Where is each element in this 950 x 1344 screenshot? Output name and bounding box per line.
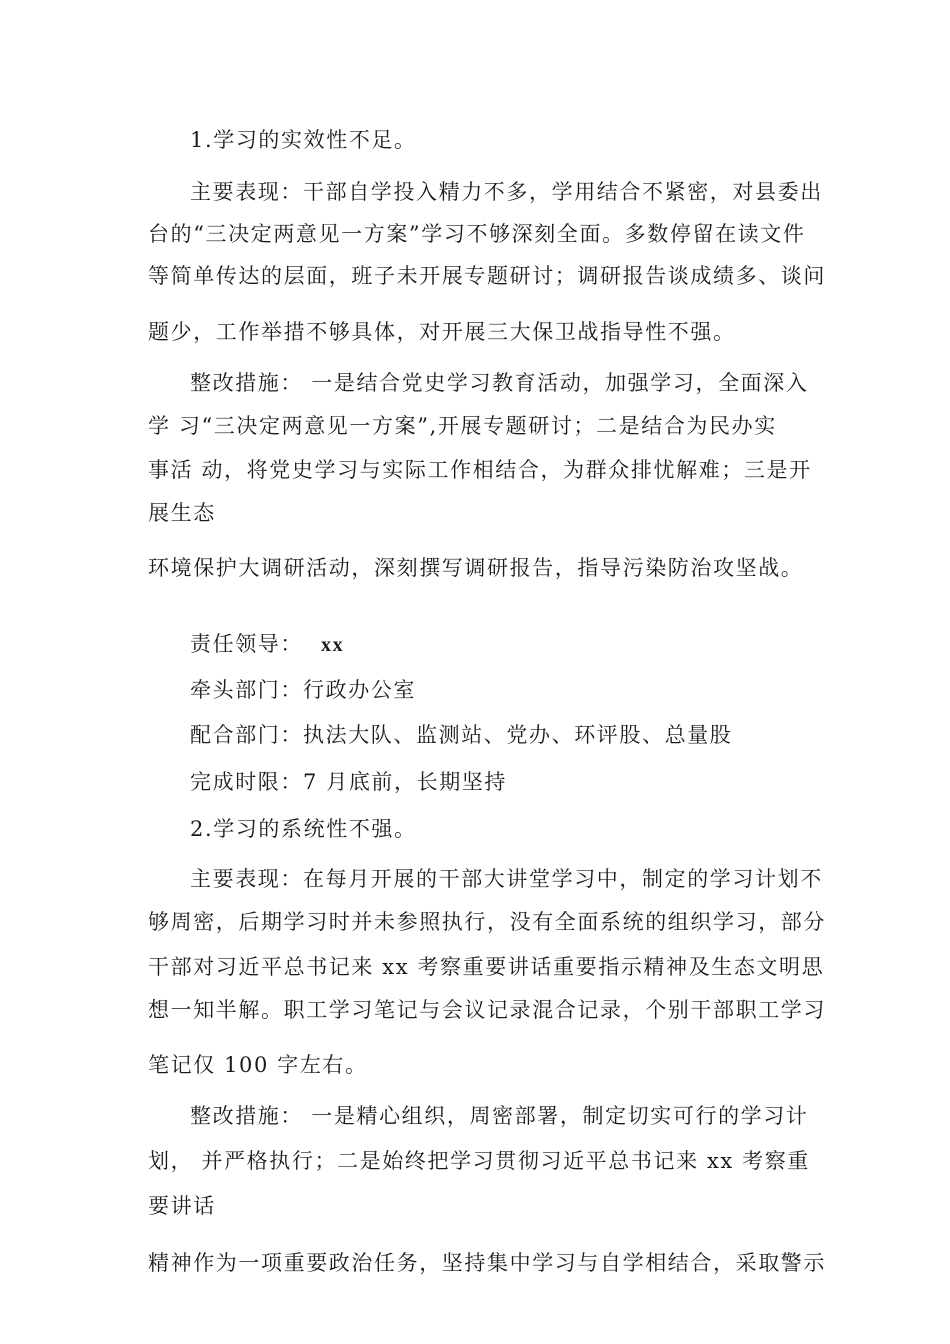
completion-deadline: 完成时限：7 月底前，长期坚持 — [190, 770, 508, 794]
section-1-performance-line: 题少，工作举措不够具体，对开展三大保卫战指导性不强。 — [148, 320, 736, 344]
section-1-measures-line: 整改措施： 一是结合党史学习教育活动，加强学习，全面深入 — [190, 371, 809, 395]
responsible-leader-label: 责任领导： — [190, 632, 303, 656]
section-2-performance-line: 主要表现：在每月开展的干部大讲堂学习中，制定的学习计划不 — [190, 867, 823, 891]
section-1-measures-line: 事活 动，将党史学习与实际工作相结合，为群众排忧解难；三是开 — [148, 458, 812, 482]
section-2-heading: 2.学习的系统性不强。 — [190, 817, 417, 841]
lead-department: 牵头部门：行政办公室 — [190, 678, 416, 702]
section-2-performance-line: 够周密，后期学习时并未参照执行，没有全面系统的组织学习，部分 — [148, 910, 826, 934]
section-2-measures-line: 整改措施： 一是精心组织，周密部署，制定切实可行的学习计 — [190, 1104, 809, 1128]
section-2-performance-line: 想一知半解。职工学习笔记与会议记录混合记录，个别干部职工学习 — [148, 998, 826, 1022]
section-2-performance-line: 干部对习近平总书记来 xx 考察重要讲话重要指示精神及生态文明思 — [148, 955, 825, 979]
section-2-performance-line: 笔记仅 100 字左右。 — [148, 1053, 368, 1077]
section-2-measures-line: 精神作为一项重要政治任务，坚持集中学习与自学相结合，采取警示 — [148, 1251, 826, 1275]
responsible-leader-value: xx — [321, 634, 345, 656]
section-2-measures-line: 划， 并严格执行；二是始终把学习贯彻习近平总书记来 xx 考察重 — [148, 1149, 810, 1173]
section-2-measures-line: 要讲话 — [148, 1194, 216, 1218]
section-1-heading: 1.学习的实效性不足。 — [190, 128, 417, 152]
responsible-leader — [190, 634, 344, 655]
section-1-performance-line: 台的“三决定两意见一方案”学习不够深刻全面。多数停留在读文件 — [148, 222, 806, 246]
section-1-performance-line: 等简单传达的层面，班子未开展专题研讨；调研报告谈成绩多、谈问 — [148, 264, 826, 288]
section-1-measures-line: 环境保护大调研活动，深刻撰写调研报告，指导污染防治攻坚战。 — [148, 556, 804, 580]
section-1-measures-line: 学 习“三决定两意见一方案”,开展专题研讨；二是结合为民办实 — [148, 414, 777, 438]
cooperating-departments: 配合部门：执法大队、监测站、党办、环评股、总量股 — [190, 723, 733, 747]
section-1-measures-line: 展生态 — [148, 501, 216, 525]
section-1-performance-line: 主要表现：干部自学投入精力不多，学用结合不紧密，对县委出 — [190, 180, 823, 204]
